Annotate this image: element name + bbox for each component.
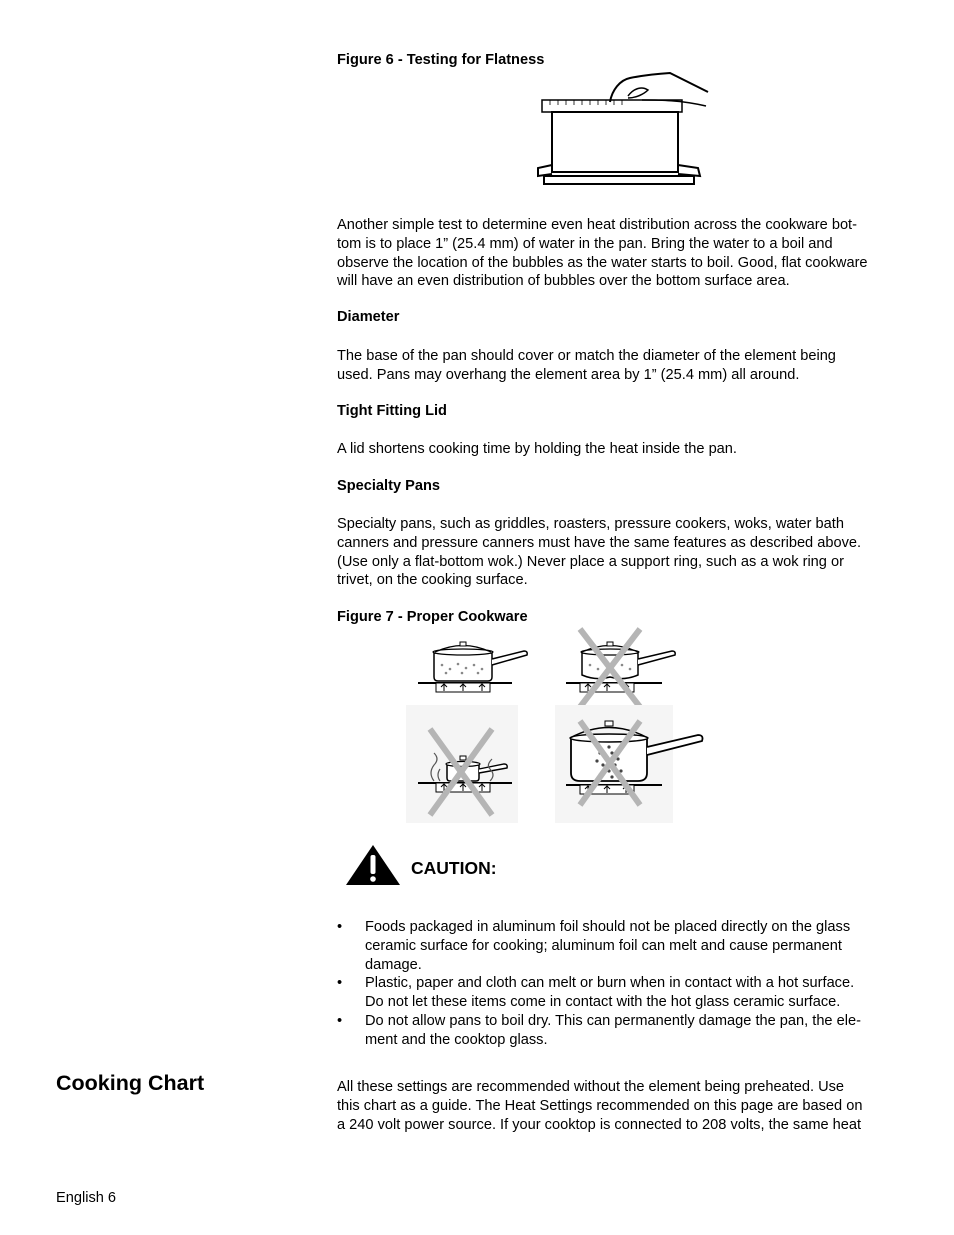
lid-paragraph xyxy=(337,440,899,459)
proper-cookware-illustration xyxy=(400,625,720,825)
caution-bullet xyxy=(337,974,899,1012)
text-line: damage. xyxy=(365,956,422,973)
figure7-caption: Figure 7 - Proper Cookware xyxy=(337,609,528,625)
text-line: A lid shortens cooking time by holding the heat inside the pan. xyxy=(337,441,737,457)
text-line: (Use only a flat-bottom wok.) Never place a support ring, such as a wok ring or xyxy=(337,553,844,570)
text-line: The base of the pan should cover or match the diameter of the element being xyxy=(337,348,836,364)
diameter-paragraph xyxy=(337,347,899,385)
warped-pan-illustration xyxy=(566,629,675,707)
caution-label: CAUTION: xyxy=(411,858,497,878)
bullet-icon: • xyxy=(337,1013,343,1029)
caution-bullet xyxy=(337,1012,899,1050)
figure6-caption: Figure 6 - Testing for Flatness xyxy=(337,52,545,68)
text-line: a 240 volt power source. If your cooktop is connected to 208 volts, the same heat xyxy=(337,1116,862,1133)
cooking-chart-heading: Cooking Chart xyxy=(56,1071,205,1095)
oversized-pan-illustration xyxy=(555,705,703,823)
cooking-chart-paragraph xyxy=(337,1078,899,1134)
text-line: All these settings are recommended without the element being preheated. Use xyxy=(337,1079,845,1095)
caution-bullet xyxy=(337,918,899,975)
text-line: canners and pressure canners must have the same features as described above. xyxy=(337,534,862,551)
text-line: ceramic surface for cooking; aluminum foil can melt and cause permanent xyxy=(365,937,842,954)
text-line: tom is to place 1” (25.4 mm) of water in the pan. Bring the water to a boil and xyxy=(337,235,833,252)
flatness-test-illustration xyxy=(530,70,715,190)
warning-triangle-icon xyxy=(344,843,402,887)
bullet-icon: • xyxy=(337,975,343,991)
specialty-heading: Specialty Pans xyxy=(337,478,441,494)
text-line: Foods packaged in aluminum foil should not be placed directly on the glass xyxy=(365,919,851,935)
text-line: Specialty pans, such as griddles, roasters, pressure cookers, woks, water bath xyxy=(337,516,844,532)
text-line: Do not let these items come in contact with the hot glass ceramic surface. xyxy=(365,993,841,1010)
diameter-heading: Diameter xyxy=(337,309,400,325)
bullet-icon: • xyxy=(337,919,343,935)
even-heat-paragraph xyxy=(337,216,899,291)
text-line: trivet, on the cooking surface. xyxy=(337,572,528,589)
lid-heading: Tight Fitting Lid xyxy=(337,403,447,419)
text-line: will have an even distribution of bubbles over the bottom surface area. xyxy=(337,273,790,290)
specialty-paragraph xyxy=(337,515,899,590)
text-line: used. Pans may overhang the element area by 1” (25.4 mm) all around. xyxy=(337,366,800,383)
text-line: observe the location of the bubbles as the water starts to boil. Good, flat cookware xyxy=(337,254,868,271)
small-pan-illustration xyxy=(406,705,518,823)
text-line: Do not allow pans to boil dry. This can permanently damage the pan, the ele- xyxy=(365,1013,861,1029)
correct-pan-illustration xyxy=(418,642,527,692)
text-line: Plastic, paper and cloth can melt or burn when in contact with a hot surface. xyxy=(365,975,855,991)
text-line: ment and the cooktop glass. xyxy=(365,1031,548,1048)
text-line: Another simple test to determine even heat distribution across the cookware bot- xyxy=(337,217,857,233)
page-footer: English 6 xyxy=(56,1190,117,1206)
text-line: this chart as a guide. The Heat Settings recommended on this page are based on xyxy=(337,1097,863,1114)
